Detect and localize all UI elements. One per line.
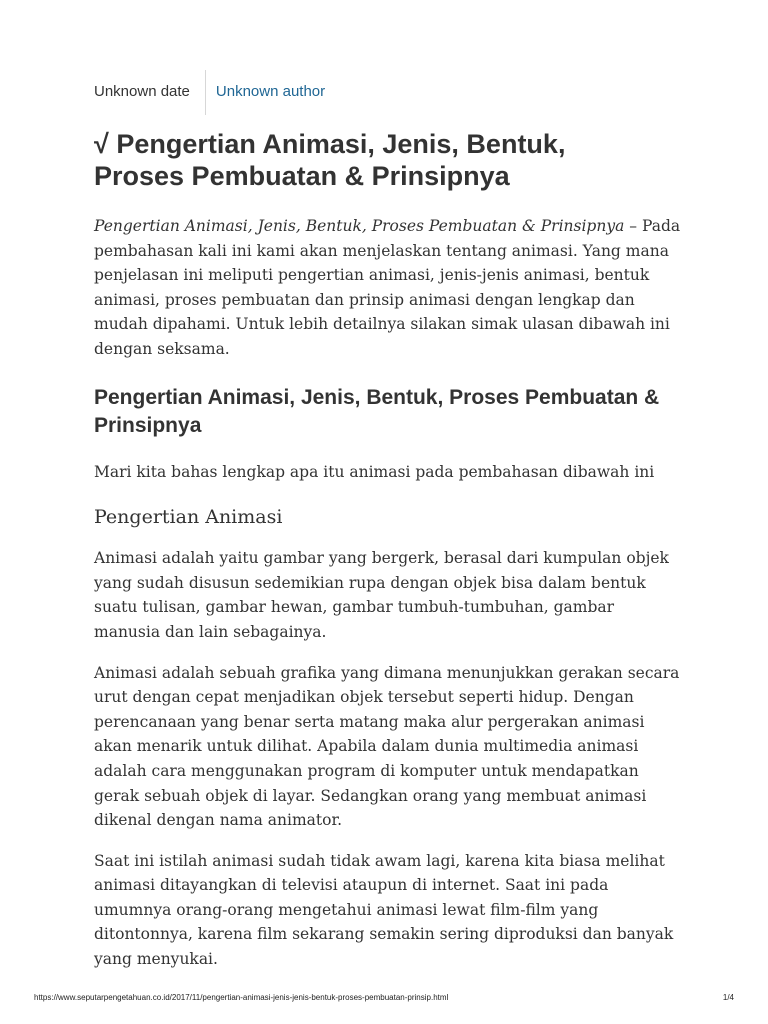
intro-paragraph [94,214,684,362]
section-heading: Pengertian Animasi, Jenis, Bentuk, Proses Pembuatan & Prinsipnya [94,385,660,437]
footer-url: https://www.seputarpengetahuan.co.id/2017/11/pengertian-animasi-jenis-jenis-bentuk-proses-pembuatan-prinsip.html [34,993,449,1002]
publish-date: Unknown date [94,83,190,100]
section-intro: Mari kita bahas lengkap apa itu animasi pada pembahasan dibawah ini [94,462,655,481]
article-body [94,214,684,988]
body-paragraph: Animasi adalah yaitu gambar yang bergerk, berasal dari kumpulan objek yang sudah disusun sedemikian rupa dengan objek bisa dalam bentuk suatu tulisan, gambar hewan, gambar tumbuh-tumbuhan, gambar manusia dan lain sebagainya. [94,549,669,641]
author-link[interactable]: Unknown author [215,83,326,100]
footer-page-number: 1/4 [722,993,734,1002]
byline [94,70,325,115]
intro-emphasis: Pengertian Animasi, Jenis, Bentuk, Proses Pembuatan & Prinsipnya [94,217,625,235]
intro-text: Pada pembahasan kali ini kami akan menjelaskan tentang animasi. Yang mana penjelasan ini meliputi pengertian animasi, jenis-jenis animasi, bentuk animasi, proses pembuatan dan prinsip animasi dengan lengkap dan mudah dipahami. Untuk lebih detailnya silakan simak ulasan dibawah ini dengan seksama. [94,217,681,358]
print-footer [0,993,768,1007]
body-paragraph: Animasi adalah sebuah grafika yang dimana menunjukkan gerakan secara urut dengan cepat menjadikan objek tersebut seperti hidup. Dengan perencanaan yang benar serta matang maka alur pergerakan animasi akan menarik untuk dilihat. Apabila dalam dunia multimedia animasi adalah cara menggunakan program di komputer untuk mendapatkan gerak sebuah objek di layar. Sedangkan orang yang membuat animasi dikenal dengan nama animator. [94,663,680,830]
body-paragraph: Saat ini istilah animasi sudah tidak awam lagi, karena kita biasa melihat animasi ditayangkan di televisi ataupun di internet. Saat ini pada umumnya orang-orang mengetahui animasi lewat film-film yang ditontonnya, karena film sekarang semakin sering diproduksi dan banyak yang menyukai. [94,851,674,969]
article-title: √ Pengertian Animasi, Jenis, Bentuk, Proses Pembuatan & Prinsipnya [94,129,566,191]
intro-dash: – [624,217,638,235]
subsection-heading: Pengertian Animasi [94,506,283,529]
